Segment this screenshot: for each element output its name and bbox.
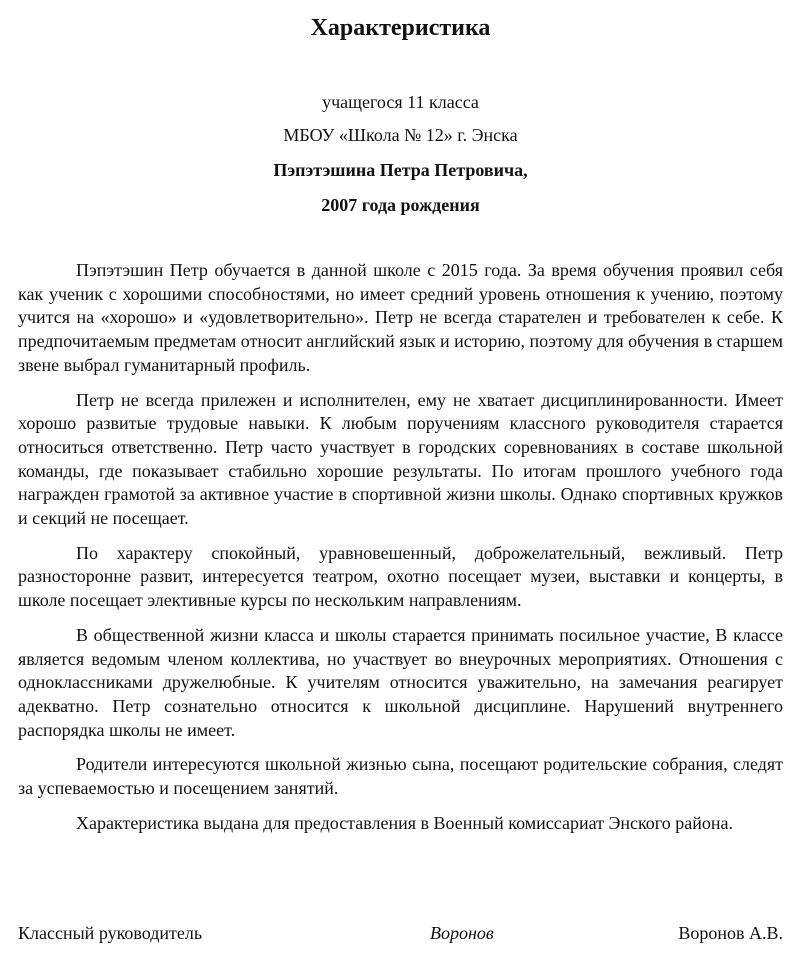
paragraph-parents: Родители интересуются школьной жизнью сына, посещают родительские собрания, следят за успеваемостью и посещением занятий. <box>18 754 783 799</box>
student-name-line: Пэпэтэшина Петра Петровича, <box>273 160 528 180</box>
handwritten-signature: Воронов <box>430 923 494 943</box>
document-body <box>18 259 783 846</box>
paragraph-social-life: В общественной жизни класса и школы старается принимать посильное участие, В классе является ведомым членом коллектива, но участвует во внеурочных мероприятиях. Отношения с одноклассниками дружелюбные. К учителям относится уважительно, на замечания реагирует адекватно. Петр сознательно относится к школьной дисциплине. Нарушений внутреннего распорядка школы не имеет. <box>18 624 783 740</box>
signature-role: Классный руководитель <box>18 923 203 943</box>
birth-year-line: 2007 года рождения <box>321 195 480 215</box>
school-name-line: МБОУ «Школа № 12» г. Энска <box>283 125 518 145</box>
document-title: Характеристика <box>310 15 491 41</box>
signature-name: Воронов А.В. <box>678 923 783 943</box>
paragraph-studies: Пэпэтэшин Петр обучается в данной школе с 2015 года. За время обучения проявил себя как ученик с хорошими способностями, но имеет средний уровень отношения к учению, поэтому учится на «хорошо» и «удовлетворительно». Петр не всегда старателен и требователен к себе. К предпочитаемым предметам относит английский язык и историю, поэтому для обучения в старшем звене выбрал гуманитарный профиль. <box>18 260 783 375</box>
paragraph-character: По характеру спокойный, уравновешенный, доброжелательный, вежливый. Петр разносторонне развит, интересуется театром, охотно посещает музеи, выставки и концерты, в школе посещает элективные курсы по нескольким направлениям. <box>18 542 783 611</box>
paragraph-purpose: Характеристика выдана для предоставления в Военный комиссариат Энского района. <box>76 812 733 833</box>
student-grade-line: учащегося 11 класса <box>322 92 479 112</box>
paragraph-discipline: Петр не всегда прилежен и исполнителен, ему не хватает дисциплинированности. Имеет хорошо развитые трудовые навыки. К любым поручениям классного руководителя старается относиться ответственно. Петр часто участвует в городских соревнованиях в составе школьной команды, где показывает стабильно хорошие результаты. По итогам прошлого учебного года награжден грамотой за активное участие в спортивной жизни школы. Однако спортивных кружков и секций не посещает. <box>18 389 783 529</box>
